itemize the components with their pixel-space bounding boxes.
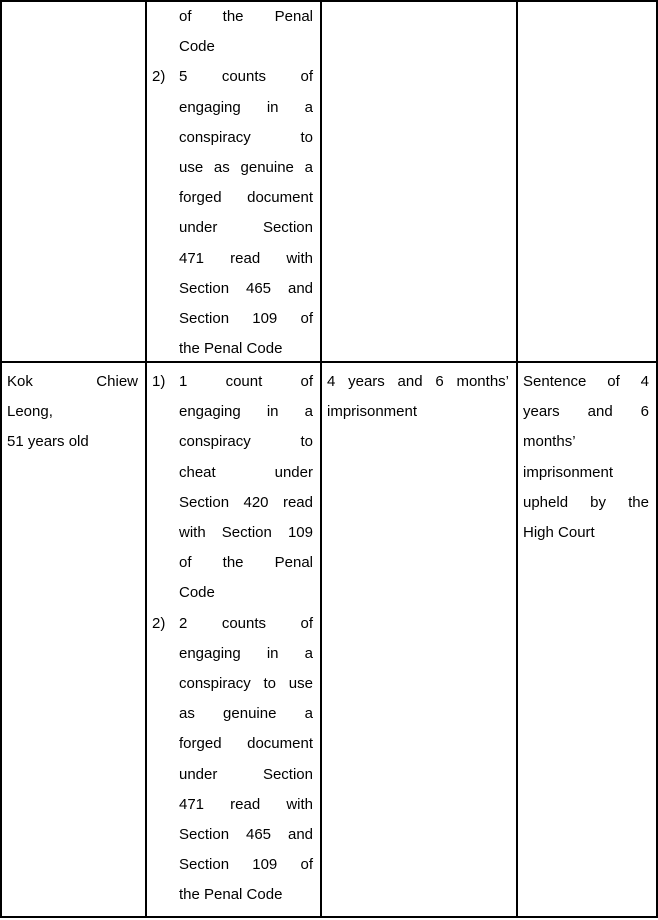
text-line: under Section: [179, 219, 313, 237]
charge-item-1: [152, 367, 313, 609]
charge-item-2: [152, 609, 313, 911]
text-line: engaging in a: [179, 403, 313, 421]
text-line: cheat under: [179, 463, 313, 481]
charge-marker: 1): [152, 373, 166, 390]
text-line: of the Penal: [179, 554, 313, 572]
charge-item-2: [152, 62, 313, 363]
name-text: [7, 367, 138, 458]
cell-sentence-row2: [322, 363, 518, 916]
sentence-text: [327, 367, 509, 427]
charge-item-continuation: [152, 2, 313, 62]
text-line: Code: [179, 584, 215, 602]
charge-text: [179, 2, 313, 62]
text-line: Section 465 and: [179, 279, 313, 297]
text-line: Kok Chiew: [7, 373, 138, 390]
text-line: the Penal Code: [179, 340, 283, 358]
cell-outcome-row2: [518, 363, 656, 916]
text-line: 5 counts of: [179, 68, 313, 86]
text-line: Section 420 read: [179, 493, 313, 511]
cell-sentence-row1: [322, 2, 518, 363]
charge-text: [179, 367, 313, 609]
text-line: 471 read with: [179, 795, 313, 813]
text-line: the Penal Code: [179, 886, 283, 904]
text-line: 2 counts of: [179, 614, 313, 632]
text-line: with Section 109: [179, 524, 313, 542]
text-line: 51 years old: [7, 433, 89, 451]
text-line: Code: [179, 38, 215, 56]
text-line: imprisonment: [327, 403, 418, 421]
text-line: Sentence of 4: [523, 373, 649, 390]
cell-name-row2: [2, 363, 147, 916]
text-line: 471 read with: [179, 249, 313, 267]
text-line: Section 109 of: [179, 856, 313, 874]
text-line: 1 count of: [179, 373, 313, 390]
text-line: conspiracy to: [179, 128, 313, 146]
text-line: use as genuine a: [179, 159, 313, 177]
text-line: years and 6: [523, 403, 649, 421]
text-line: High Court: [523, 524, 595, 542]
charge-marker: 2): [152, 614, 166, 632]
cell-charges-row1: [147, 2, 322, 363]
cell-outcome-row1: [518, 2, 656, 363]
charge-marker: 2): [152, 68, 166, 86]
charge-text: [179, 62, 313, 363]
text-line: Leong,: [7, 403, 53, 421]
text-line: forged document: [179, 735, 313, 753]
text-line: under Section: [179, 765, 313, 783]
text-line: of the Penal: [179, 8, 313, 25]
text-line: months’: [523, 433, 576, 451]
outcome-text: [523, 367, 649, 548]
text-line: Section 109 of: [179, 310, 313, 328]
text-line: forged document: [179, 189, 313, 207]
text-line: engaging in a: [179, 644, 313, 662]
text-line: conspiracy to: [179, 433, 313, 451]
text-line: 4 years and 6 months’: [327, 373, 509, 390]
text-line: as genuine a: [179, 705, 313, 723]
text-line: Section 465 and: [179, 826, 313, 844]
text-line: engaging in a: [179, 98, 313, 116]
text-line: imprisonment: [523, 463, 614, 481]
text-line: conspiracy to use: [179, 675, 313, 693]
text-line: upheld by the: [523, 493, 649, 511]
cell-charges-row2: [147, 363, 322, 916]
charge-text: [179, 609, 313, 911]
cell-name-row1: [2, 2, 147, 363]
